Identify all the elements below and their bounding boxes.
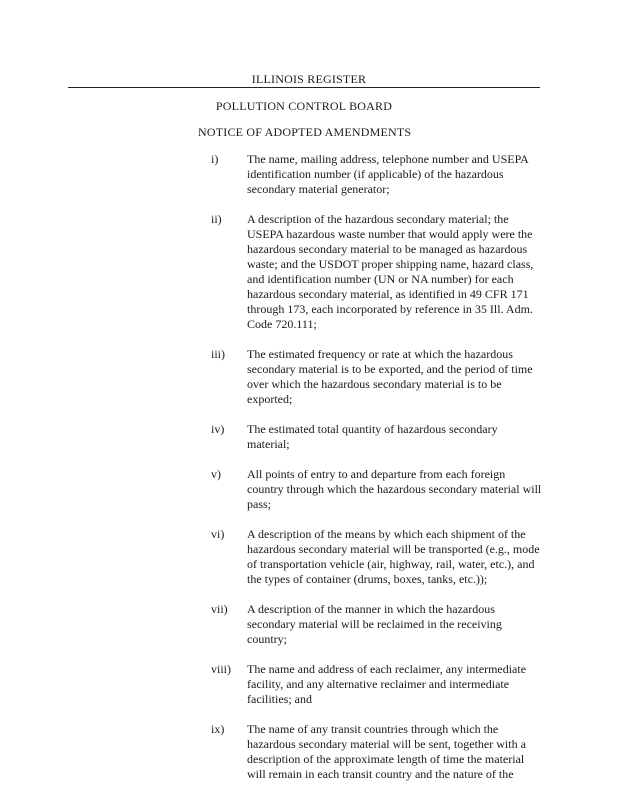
list-item [0,527,618,587]
item-number: vii) [211,602,228,616]
list-item [0,722,618,782]
item-number: vi) [211,527,225,541]
item-text: A description of the manner in which the hazardous secondary material will be reclaimed in the receiving country; [247,602,502,646]
item-text: The name and address of each reclaimer, any intermediate facility, and any alternative reclaimer and intermediate facilities; and [247,662,527,706]
item-text: The estimated frequency or rate at which the hazardous secondary material is to be exported, and the period of time over which the hazardous secondary material is to be exported; [247,347,533,406]
item-number: i) [211,152,219,166]
item-text: The estimated total quantity of hazardous secondary material; [247,422,498,451]
item-number: ii) [211,212,222,226]
list-item [0,152,618,197]
item-number: iv) [211,422,225,436]
item-text: A description of the hazardous secondary material; the USEPA hazardous waste number that would apply were the hazardous secondary material to be managed as hazardous waste; and the USDOT proper shipping name, hazard class, and identification number (UN or NA number) for each hazardous secondary material, as identified in 49 CFR 171 through 173, each incorporated by reference in 35 Ill. Adm. Code 720.111; [247,212,534,331]
list-item [0,347,618,407]
agency-title: POLLUTION CONTROL BOARD [215,99,393,113]
item-number: iii) [211,347,225,361]
item-list [0,152,618,797]
item-number: v) [211,467,221,481]
item-text: The name, mailing address, telephone number and USEPA identification number (if applicable) of the hazardous secondary material generator; [247,152,529,196]
list-item [0,212,618,332]
register-title: ILLINOIS REGISTER [251,72,367,86]
list-item [0,467,618,512]
item-text: A description of the means by which each shipment of the hazardous secondary material will be transported (e.g., mode of transportation vehicle (air, highway, rail, water, etc.), and the types of container (drums, boxes, tanks, etc.)); [247,527,540,586]
list-item [0,602,618,647]
item-number: ix) [211,722,225,736]
list-item [0,662,618,707]
item-text: All points of entry to and departure from each foreign country through which the hazardous secondary material will pass; [247,467,542,511]
item-text: The name of any transit countries through which the hazardous secondary material will be sent, together with a description of the approximate length of time the material will remain in each transit country and the nature of the [247,722,526,781]
list-item [0,422,618,452]
header-rule [68,87,540,88]
notice-title: NOTICE OF ADOPTED AMENDMENTS [198,125,412,139]
item-number: viii) [211,662,231,676]
